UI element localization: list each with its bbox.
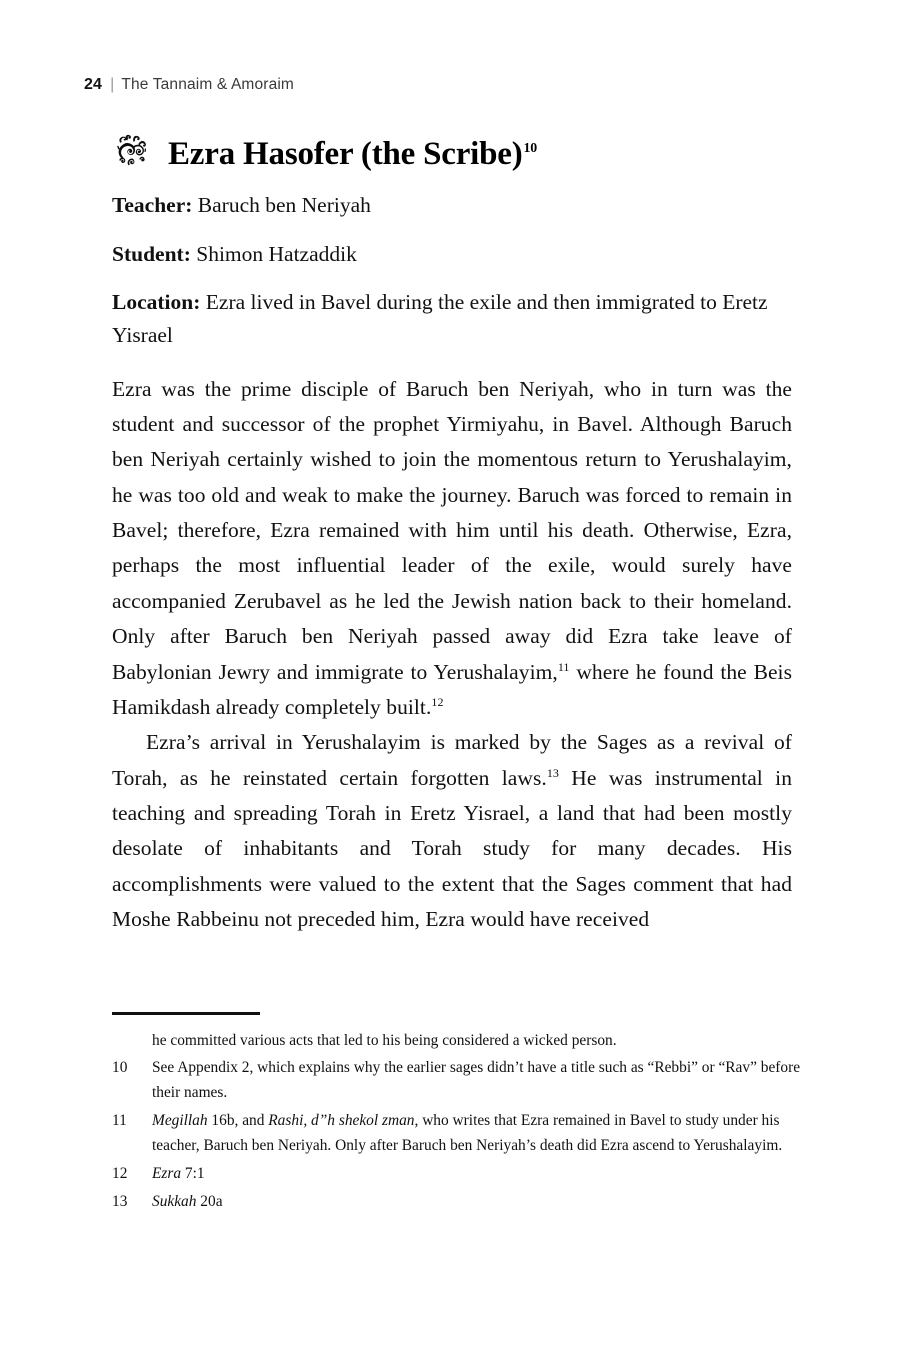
- body-paragraph-2-text-a: Ezra’s arrival in Yerushalayim is marked by the Sages as a revival of Torah, as he reinstated certain forgotten laws.: [112, 730, 792, 790]
- meta-teacher: [112, 189, 792, 222]
- meta-teacher-label: Teacher:: [112, 192, 193, 217]
- footnote-text: Megillah 16b, and Rashi, d”h shekol zman, who writes that Ezra remained in Bavel to study under his teacher, Baruch ben Neriyah. Only after Baruch ben Neriyah’s death did Ezra ascend to Yerushalayim.: [152, 1112, 783, 1155]
- meta-student: [112, 238, 792, 271]
- body-paragraph-1: [112, 372, 792, 726]
- footnote-text: Sukkah 20a: [152, 1193, 223, 1211]
- meta-location-value: Ezra lived in Bavel during the exile and then immigrated to Eretz Yisrael: [112, 290, 768, 347]
- footnote-number: 11: [112, 1112, 127, 1130]
- footnote-marker-11[interactable]: 11: [557, 659, 570, 674]
- footnote-rule: [112, 1012, 260, 1015]
- footnote-text: Ezra 7:1: [152, 1165, 205, 1183]
- running-head: [84, 76, 294, 94]
- footnote-item: [112, 1190, 802, 1215]
- chapter-title-label: Ezra Hasofer (the Scribe): [168, 136, 523, 172]
- chapter-title: [112, 130, 792, 173]
- meta-student-label: Student:: [112, 241, 191, 266]
- content-column: [112, 130, 792, 937]
- footnote-marker-13[interactable]: 13: [546, 765, 559, 780]
- footnote-item: [112, 1162, 802, 1187]
- footnote-number: 13: [112, 1193, 128, 1211]
- running-head-separator: |: [110, 76, 115, 93]
- running-head-title: The Tannaim & Amoraim: [121, 76, 294, 93]
- body-paragraph-2: [112, 725, 792, 937]
- footnote-continued-text: he committed various acts that led to his being considered a wicked person.: [152, 1031, 617, 1049]
- body-paragraph-2-text-b: He was instrumental in teaching and spreading Torah in Eretz Yisrael, a land that had been mostly desolate of inhabitants and Torah study for many decades. His accomplishments were valued to the extent that the Sages comment that had Moshe Rabbeinu not preceded him, Ezra would have received: [112, 765, 792, 932]
- footnote-marker-12[interactable]: 12: [431, 694, 444, 709]
- footnote-number: 12: [112, 1165, 128, 1183]
- floral-ornament-icon: [112, 132, 152, 166]
- footnote-number: 10: [112, 1059, 128, 1077]
- footnote-text: See Appendix 2, which explains why the earlier sages didn’t have a title such as “Rebbi” or “Rav” before their names.: [152, 1059, 801, 1102]
- meta-location: [112, 286, 792, 351]
- footnote-item: [112, 1056, 802, 1106]
- footnote-section: [112, 1012, 802, 1218]
- chapter-title-footnote-marker: 10: [523, 140, 538, 155]
- body-paragraph-1-text-b: where he found the Beis Hamikdash already completely built.: [112, 659, 792, 719]
- page-number: 24: [84, 76, 103, 93]
- chapter-title-text: [168, 136, 537, 173]
- meta-location-label: Location:: [112, 290, 201, 315]
- body-paragraph-1-text-a: Ezra was the prime disciple of Baruch ben Neriyah, who in turn was the student and successor of the prophet Yirmiyahu, in Bavel. Although Baruch ben Neriyah certainly wished to join the momentous return to Yerushalayim, he was too old and weak to make the journey. Baruch was forced to remain in Bavel; therefore, Ezra remained with him until his death. Otherwise, Ezra, perhaps the most influential leader of the exile, would surely have accompanied Zerubavel as he led the Jewish nation back to their homeland. Only after Baruch ben Neriyah passed away did Ezra take leave of Babylonian Jewry and immigrate to Yerushalayim,: [112, 376, 792, 684]
- footnote-item: [112, 1109, 802, 1159]
- meta-teacher-value: Baruch ben Neriyah: [197, 192, 371, 217]
- meta-student-value: Shimon Hatzaddik: [196, 241, 357, 266]
